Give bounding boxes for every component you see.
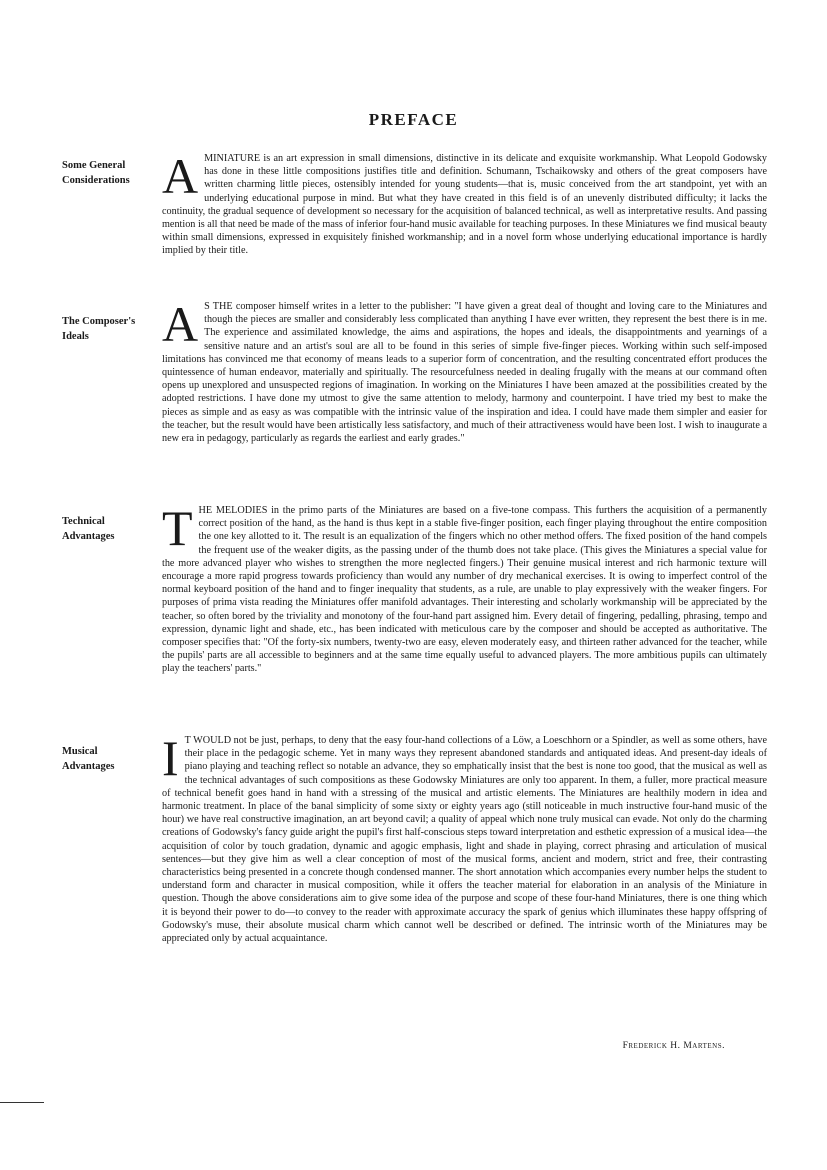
side-heading: Musical Advantages [62, 746, 115, 772]
side-heading: The Composer's Ideals [62, 316, 136, 342]
section-technical-advantages [62, 500, 767, 676]
section-musical-advantages [62, 730, 767, 945]
section-paragraph: THE MELODIES in the primo parts of the Miniatures are based on a five-tone compass. This furthers the acquisition of a permanently correct position of the hand, as the hand is thus kept in a stable five-finger position, each finger playing throughout the entire composition the one key allotted to it. The result is an equalization of the fingers which no other method offers. The fixed position of the hand compels the frequent use of the weaker digits, as the passing under of the thumb does not take place. (This gives the Miniatures a special value for the more advanced player who wishes to strengthen the more neglected fingers.) Their genuine musical interest and rich harmonic texture will encourage a more rapid progress towards proficiency than would any number of dry mechanical exercises. It is owing to imperfect control of the normal keyboard position of the hand and to finger inequality that students, as a rule, are unable to play expressively with the weaker fingers. For purposes of prima vista reading the Miniatures offer manifold advantages. Their interesting and scholarly workmanship will be appreciated by the teacher, so often bored by the triviality and monotony of the four-hand part assigned him. Every detail of fingering, pedalling, phrasing, tempo and expression, dynamic light and shade, etc., has been indicated with meticulous care by the composer and should be accepted as authoritative. The composer specifies that: "Of the forty-six numbers, twenty-two are easy, eleven moderately easy, and thirteen rather advanced for the teacher, while the pupils' parts are all accessible to beginners and at the same time equally useful to advanced players. The more ambitious pupils can ultimately play the teachers' parts." [162, 500, 767, 675]
section-composers-ideals [62, 296, 767, 445]
drop-cap: T [162, 500, 193, 556]
page-title: PREFACE [368, 110, 459, 129]
drop-cap: A [162, 296, 199, 352]
author-signature: Frederick H. Martens. [622, 1041, 725, 1051]
section-general-considerations [62, 148, 767, 258]
margin-rule [0, 1102, 44, 1103]
side-heading: Some General Considerations [62, 160, 130, 186]
drop-cap: I [162, 730, 179, 786]
side-heading: Technical Advantages [62, 516, 115, 542]
drop-cap: A [162, 148, 199, 204]
section-paragraph: I T WOULD not be just, perhaps, to deny that the easy four-hand collections of a Löw, a Loeschhorn or a Spindler, as well as some others, have their place in the pedagogic scheme. Yet in many ways they represent abandoned standards and antiquated ideas. And present-day ideals of piano playing and teaching reflect so notable an advance, they so emphatically insist that the best is none too good, that the musical as well as the technical advantages of such compositions as these Godowsky Miniatures are only too apparent. In them, a fuller, more practical measure of technical benefit goes hand in hand with a stressing of the musical and artistic elements. The Miniatures are healthily modern in idea and harmonic treatment. In place of the banal simplicity of some sixty or eighty years ago (still noticeable in much instructive four-hand music of the hour) we have real constructive imagination, an art beyond cavil; a quality of appeal which none truly musical can evade. Not only do the charming creations of Godowsky's fancy guide aright the pupil's first half-conscious steps toward interpretation and esthetic expression of a musical idea—the acquisition of color by touch gradation, dynamic and agogic emphasis, light and shade in playing, correct phrasing and articulation of musical sentences—but they give him as well a clear conception of most of the musical forms, ancient and modern, strict and free, their contrasting characteristics being presented in a concrete though condensed manner. The short annotation which accompanies every number helps the student to understand form and character in musical composition, while it offers the teacher material for elaboration in an analysis of the Miniature in question. Though the above considerations aim to give some idea of the purpose and scope of these four-hand Miniatures, there is one thing which it is beyond their power to do—to convey to the reader with approximate accuracy the spark of genius which illuminates these happy offspring of Godowsky's muse, their absolute musical charm which cannot well be described or defined. The intrinsic worth of the Miniatures may be appreciated only by actual acquaintance. [162, 730, 767, 945]
section-paragraph: A S THE composer himself writes in a letter to the publisher: "I have given a great deal of thought and loving care to the Miniatures and though the pieces are smaller and considerably less complicated than anything I have ever written, they represent the best there is in me. The experience and assimilated knowledge, the aims and aspirations, the hopes and ideals, the disappointments and yearnings of a sensitive nature and an artist's soul are all to be found in this series of simple five-finger pieces. Working within such self-imposed limitations has convinced me that economy of means leads to a superior form of concentration, and the resulting concentrated effort produces the quintessence of human endeavor, materially and spiritually. The resourcefulness needed in dealing frugally with the means at our command often opens up unexplored and unsuspected regions of imagination. In working on the Miniatures I have been amazed at the possibilities created by the adopted restrictions. I have done my utmost to give the same attention to melody, harmony and counterpoint. I have tried my best to make the pieces as simple and as easy as was compatible with the intrinsic value of the inspiration and idea. I could have made them simpler and easier for the teacher, but the result would have been artistically less satisfactory, and much of their attractiveness would have been lost. I wish to inaugurate a new era in pedagogy, particularly as regards the earliest and early grades." [162, 296, 767, 445]
section-paragraph: AMINIATURE is an art expression in small dimensions, distinctive in its delicate and exquisite workmanship. What Leopold Godowsky has done in these little compositions justifies title and definition. Schumann, Tschaikowsky and others of the great composers have written charming little pieces, ostensibly intended for young students—that is, music conceived from the art standpoint, yet with an underlying educational purpose in mind. But what they have created in this field is of an unevenly distributed difficulty; it lacks the continuity, the gradual sequence of development so necessary for the acquisition of balanced technical, as well as interpretative results. And passing mention is all that need be made of the mass of inferior four-hand music available for teaching purposes. In these Miniatures we find musical beauty within small dimensions, expressed in exquisitely finished workmanship; and in a novel form whose underlying educational importance is hardly implied by their title. [162, 148, 767, 257]
